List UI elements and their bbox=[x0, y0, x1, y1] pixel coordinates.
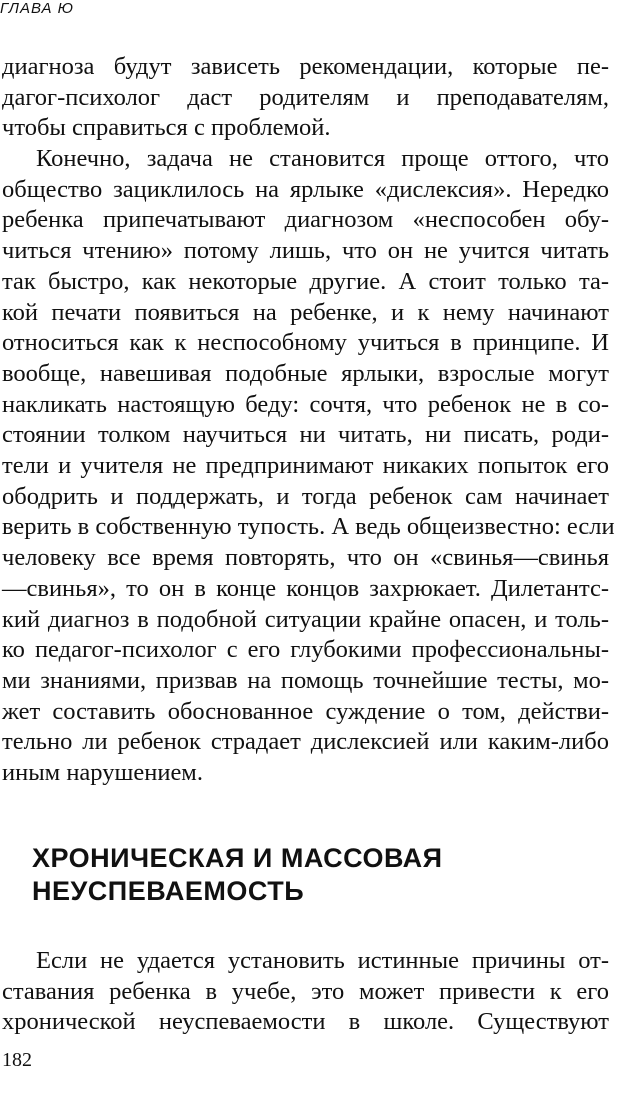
text-line: накликать настоящую беду: сочтя, что ребенок не в со- bbox=[2, 390, 609, 418]
section-heading bbox=[32, 842, 592, 908]
text-line: —свинья», то он в конце концов захрюкает. Дилетантс- bbox=[2, 574, 609, 602]
text-line: вообще, навешивая подобные ярлыки, взрослые могут bbox=[2, 359, 609, 387]
text-line: читься чтению» потому лишь, что он не учится читать bbox=[2, 237, 609, 265]
text-line: ко педагог-психолог с его глубокими профессиональны- bbox=[2, 636, 609, 664]
running-head: ГЛАВА Ю bbox=[0, 0, 74, 17]
text-line: верить в собственную тупость. А ведь общеизвестно: если bbox=[2, 513, 615, 541]
page-number: 182 bbox=[2, 1049, 32, 1071]
text-line: ребенка припечатывают диагнозом «неспособен обу- bbox=[2, 206, 609, 234]
text-line: общество зациклилось на ярлыке «дислексия». Нередко bbox=[2, 175, 609, 203]
text-line: иным нарушением. bbox=[2, 759, 203, 787]
text-line: человеку все время повторять, что он «свинья—свинья bbox=[2, 544, 609, 572]
text-line: ставания ребенка в учебе, это может привести к его bbox=[2, 977, 609, 1005]
text-line: чтобы справиться с проблемой. bbox=[2, 114, 331, 142]
paragraph-1 bbox=[2, 52, 609, 144]
text-line: так быстро, как некоторые другие. А стоит только та- bbox=[2, 267, 609, 295]
text-line: Конечно, задача не становится проще оттого, что bbox=[36, 145, 609, 172]
paragraph-3 bbox=[2, 946, 609, 1038]
text-line: тели и учителя не предпринимают никаких попыток его bbox=[2, 452, 609, 480]
text-line: жет составить обоснованное суждение о том, действи- bbox=[2, 697, 609, 725]
text-line: дагог-психолог даст родителям и преподавателям, bbox=[2, 83, 609, 111]
text-line: хронической неуспеваемости в школе. Существуют bbox=[2, 1008, 609, 1036]
text-line: диагноза будут зависеть рекомендации, которые пе- bbox=[2, 53, 609, 80]
text-line: кий диагноз в подобной ситуации крайне опасен, и толь- bbox=[2, 605, 609, 633]
text-line: ми знаниями, призвав на помощь точнейшие тесты, мо- bbox=[2, 666, 609, 694]
heading-line: ХРОНИЧЕСКАЯ И МАССОВАЯ bbox=[32, 843, 443, 873]
text-line: относиться как к неспособному учиться в принципе. И bbox=[2, 329, 609, 357]
heading-line: НЕУСПЕВАЕМОСТЬ bbox=[32, 876, 305, 906]
text-line: стоянии толком научиться ни читать, ни писать, роди- bbox=[2, 421, 609, 449]
paragraph-2 bbox=[2, 144, 615, 789]
text-line: ободрить и поддержать, и тогда ребенок сам начинает bbox=[2, 482, 609, 510]
text-line: Если не удается установить истинные причины от- bbox=[36, 947, 609, 974]
text-line: тельно ли ребенок страдает дислексией или каким-либо bbox=[2, 728, 609, 756]
text-line: кой печати появиться на ребенке, и к нему начинают bbox=[2, 298, 609, 326]
